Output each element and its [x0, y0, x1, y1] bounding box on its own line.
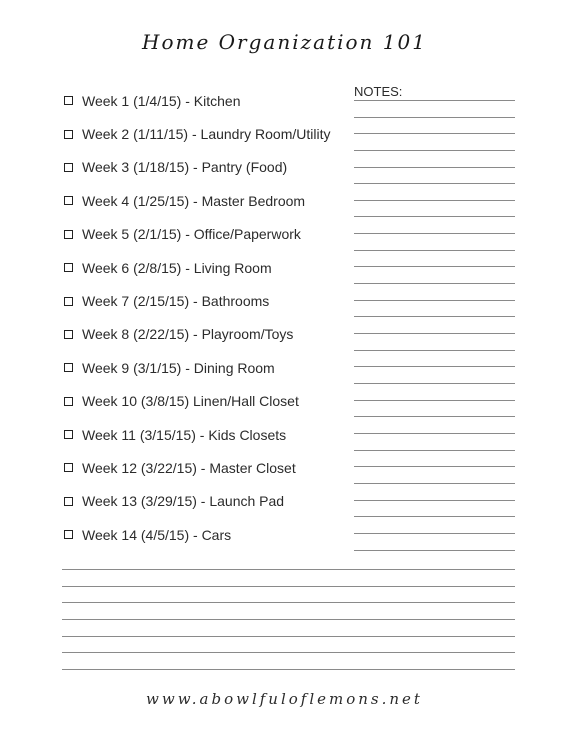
- task-list: [64, 84, 354, 551]
- notes-line[interactable]: [354, 416, 515, 417]
- task-label: Week 2 (1/11/15) - Laundry Room/Utility: [82, 126, 331, 143]
- writing-line[interactable]: [62, 586, 515, 587]
- checkbox[interactable]: [64, 397, 73, 406]
- writing-line[interactable]: [62, 569, 515, 570]
- notes-line[interactable]: [354, 350, 515, 351]
- checkbox[interactable]: [64, 230, 73, 239]
- task-label: Week 8 (2/22/15) - Playroom/Toys: [82, 326, 294, 343]
- task-label: Week 1 (1/4/15) - Kitchen: [82, 92, 241, 109]
- notes-line[interactable]: [354, 266, 515, 267]
- notes-line[interactable]: [354, 383, 515, 384]
- notes-line[interactable]: [354, 100, 515, 101]
- task-item[interactable]: [64, 84, 354, 117]
- notes-line[interactable]: [354, 216, 515, 217]
- task-item[interactable]: [64, 117, 354, 150]
- notes-line[interactable]: [354, 183, 515, 184]
- notes-line[interactable]: [354, 200, 515, 201]
- checkbox[interactable]: [64, 530, 73, 539]
- checkbox[interactable]: [64, 497, 73, 506]
- checkbox[interactable]: [64, 330, 73, 339]
- notes-line[interactable]: [354, 117, 515, 118]
- notes-line[interactable]: [354, 400, 515, 401]
- task-label: Week 9 (3/1/15) - Dining Room: [82, 359, 275, 376]
- task-label: Week 7 (2/15/15) - Bathrooms: [82, 293, 270, 310]
- notes-line[interactable]: [354, 133, 515, 134]
- notes-line[interactable]: [354, 250, 515, 251]
- task-item[interactable]: [64, 251, 354, 284]
- checkbox[interactable]: [64, 196, 73, 205]
- task-label: Week 13 (3/29/15) - Launch Pad: [82, 493, 285, 510]
- task-label: Week 11 (3/15/15) - Kids Closets: [82, 426, 287, 443]
- notes-line[interactable]: [354, 533, 515, 534]
- task-label: Week 14 (4/5/15) - Cars: [82, 526, 232, 543]
- notes-line[interactable]: [354, 366, 515, 367]
- checkbox[interactable]: [64, 363, 73, 372]
- writing-line[interactable]: [62, 669, 515, 670]
- task-item[interactable]: [64, 485, 354, 518]
- task-label: Week 4 (1/25/15) - Master Bedroom: [82, 192, 306, 209]
- notes-line[interactable]: [354, 516, 515, 517]
- task-item[interactable]: [64, 451, 354, 484]
- task-item[interactable]: [64, 284, 354, 317]
- checkbox[interactable]: [64, 463, 73, 472]
- checkbox[interactable]: [64, 130, 73, 139]
- task-item[interactable]: [64, 218, 354, 251]
- notes-line[interactable]: [354, 466, 515, 467]
- notes-line[interactable]: [354, 300, 515, 301]
- checkbox[interactable]: [64, 263, 73, 272]
- page-title: Home Organization 101: [142, 30, 427, 54]
- task-item[interactable]: [64, 151, 354, 184]
- notes-line[interactable]: [354, 233, 515, 234]
- writing-line[interactable]: [62, 602, 515, 603]
- task-label: Week 12 (3/22/15) - Master Closet: [82, 459, 296, 476]
- task-item[interactable]: [64, 184, 354, 217]
- task-label: Week 6 (2/8/15) - Living Room: [82, 259, 272, 276]
- task-item[interactable]: [64, 318, 354, 351]
- notes-line[interactable]: [354, 550, 515, 551]
- checkbox[interactable]: [64, 96, 73, 105]
- notes-line[interactable]: [354, 283, 515, 284]
- writing-line[interactable]: [62, 652, 515, 653]
- notes-label: NOTES:: [354, 84, 403, 99]
- checkbox[interactable]: [64, 297, 73, 306]
- notes-line[interactable]: [354, 450, 515, 451]
- task-label: Week 10 (3/8/15) Linen/Hall Closet: [82, 393, 299, 410]
- task-label: Week 5 (2/1/15) - Office/Paperwork: [82, 226, 301, 243]
- writing-line[interactable]: [62, 636, 515, 637]
- notes-line[interactable]: [354, 483, 515, 484]
- footer-url: www.abowlfuloflemons.net: [146, 690, 423, 708]
- notes-line[interactable]: [354, 333, 515, 334]
- writing-line[interactable]: [62, 619, 515, 620]
- notes-line[interactable]: [354, 433, 515, 434]
- checkbox[interactable]: [64, 163, 73, 172]
- notes-line[interactable]: [354, 500, 515, 501]
- notes-line[interactable]: [354, 150, 515, 151]
- task-item[interactable]: [64, 418, 354, 451]
- task-item[interactable]: [64, 385, 354, 418]
- task-label: Week 3 (1/18/15) - Pantry (Food): [82, 159, 288, 176]
- task-item[interactable]: [64, 518, 354, 551]
- task-item[interactable]: [64, 351, 354, 384]
- notes-line[interactable]: [354, 316, 515, 317]
- checkbox[interactable]: [64, 430, 73, 439]
- notes-line[interactable]: [354, 167, 515, 168]
